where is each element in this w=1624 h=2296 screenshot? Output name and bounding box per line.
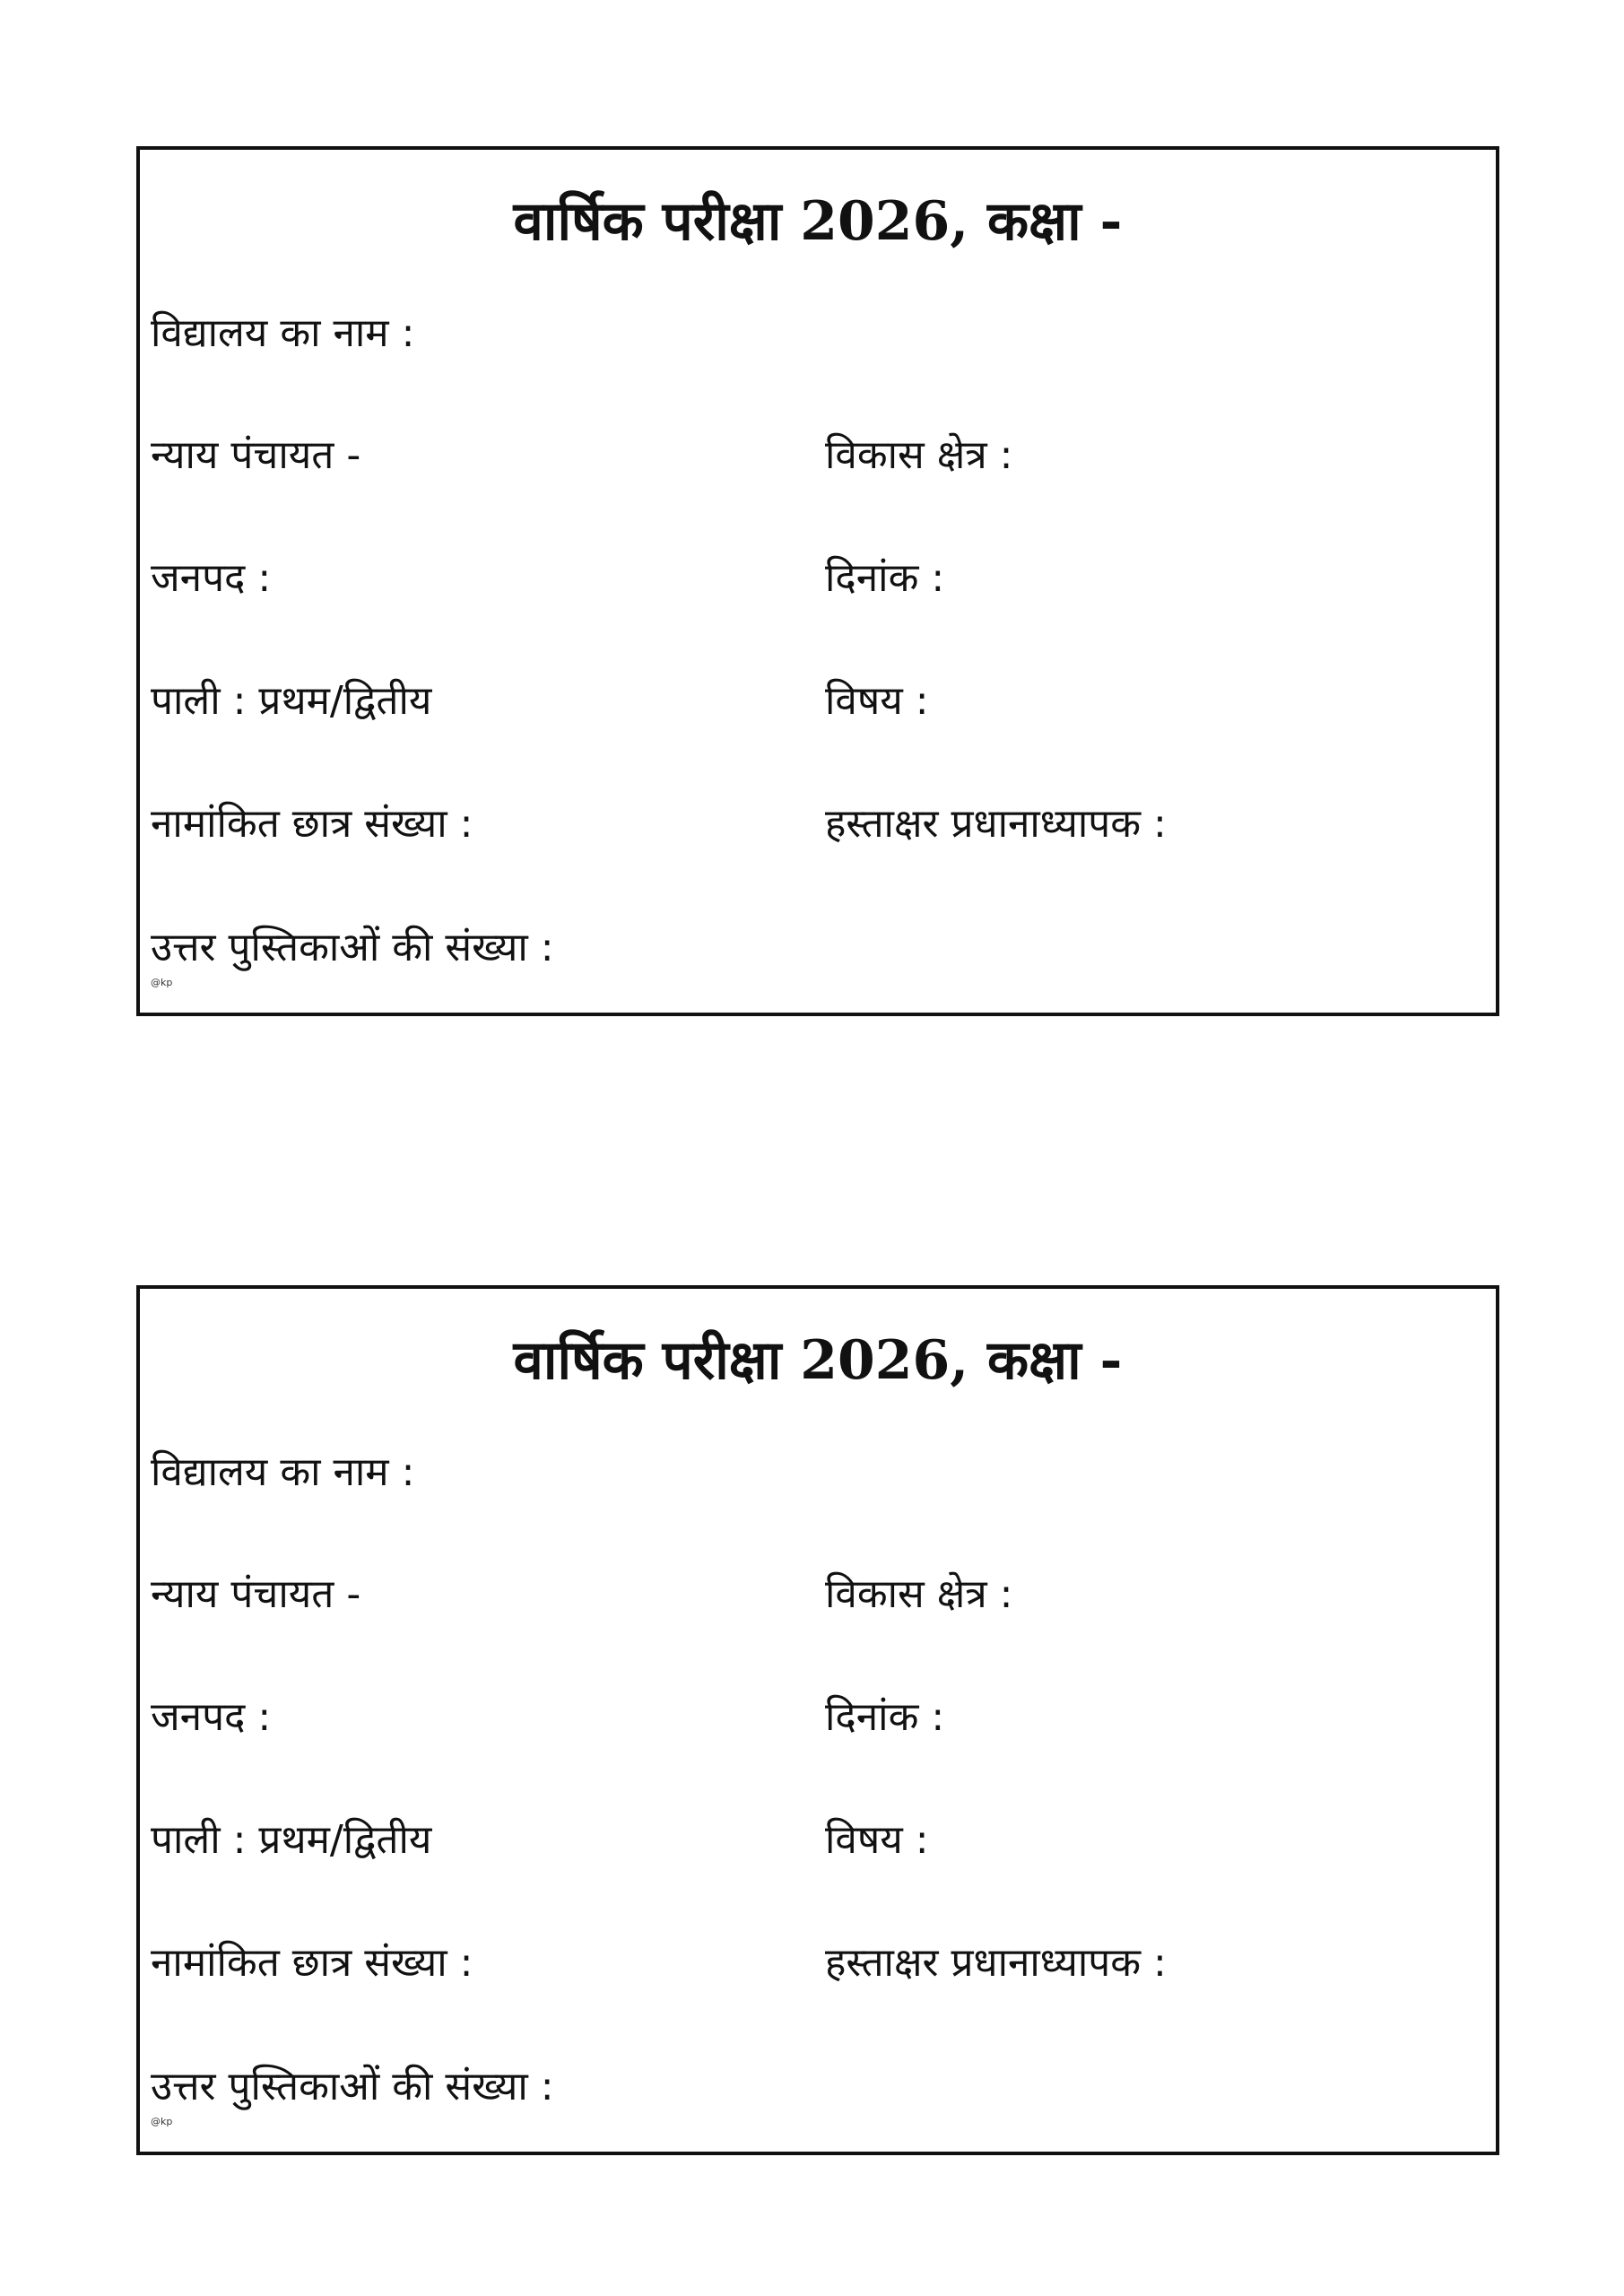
- janpad-label: जनपद :: [151, 1694, 272, 1740]
- author-mark: @kp: [151, 2116, 173, 2127]
- vikas-kshetra-label: विकास क्षेत्र :: [825, 432, 1013, 478]
- nyay-panchayat-label: न्याय पंचायत -: [151, 432, 361, 478]
- nyay-panchayat-label: न्याय पंचायत -: [151, 1571, 361, 1617]
- hastakshar-label: हस्ताक्षर प्रधानाध्यापक :: [825, 1940, 1167, 1986]
- author-mark: @kp: [151, 977, 173, 988]
- vikas-kshetra-label: विकास क्षेत्र :: [825, 1571, 1013, 1617]
- namankit-chhatra-label: नामांकित छात्र संख्या :: [151, 801, 473, 847]
- school-name-label: विद्यालय का नाम :: [151, 1449, 415, 1495]
- vishay-label: विषय :: [825, 1817, 929, 1863]
- hastakshar-label: हस्ताक्षर प्रधानाध्यापक :: [825, 801, 1167, 847]
- vishay-label: विषय :: [825, 678, 929, 724]
- exam-slip-1: [136, 146, 1499, 1016]
- pali-label: पाली : प्रथम/द्वितीय: [151, 1817, 432, 1863]
- dinank-label: दिनांक :: [825, 1694, 945, 1740]
- slip-title: वार्षिक परीक्षा 2026, कक्षा -: [513, 1329, 1123, 1392]
- pali-label: पाली : प्रथम/द्वितीय: [151, 678, 432, 724]
- dinank-label: दिनांक :: [825, 555, 945, 601]
- namankit-chhatra-label: नामांकित छात्र संख्या :: [151, 1940, 473, 1986]
- uttar-pustika-label: उत्तर पुस्तिकाओं की संख्या :: [151, 2064, 554, 2109]
- janpad-label: जनपद :: [151, 555, 272, 601]
- slip-title: वार्षिक परीक्षा 2026, कक्षा -: [513, 190, 1123, 253]
- uttar-pustika-label: उत्तर पुस्तिकाओं की संख्या :: [151, 925, 554, 970]
- school-name-label: विद्यालय का नाम :: [151, 310, 415, 356]
- exam-slip-2: [136, 1285, 1499, 2155]
